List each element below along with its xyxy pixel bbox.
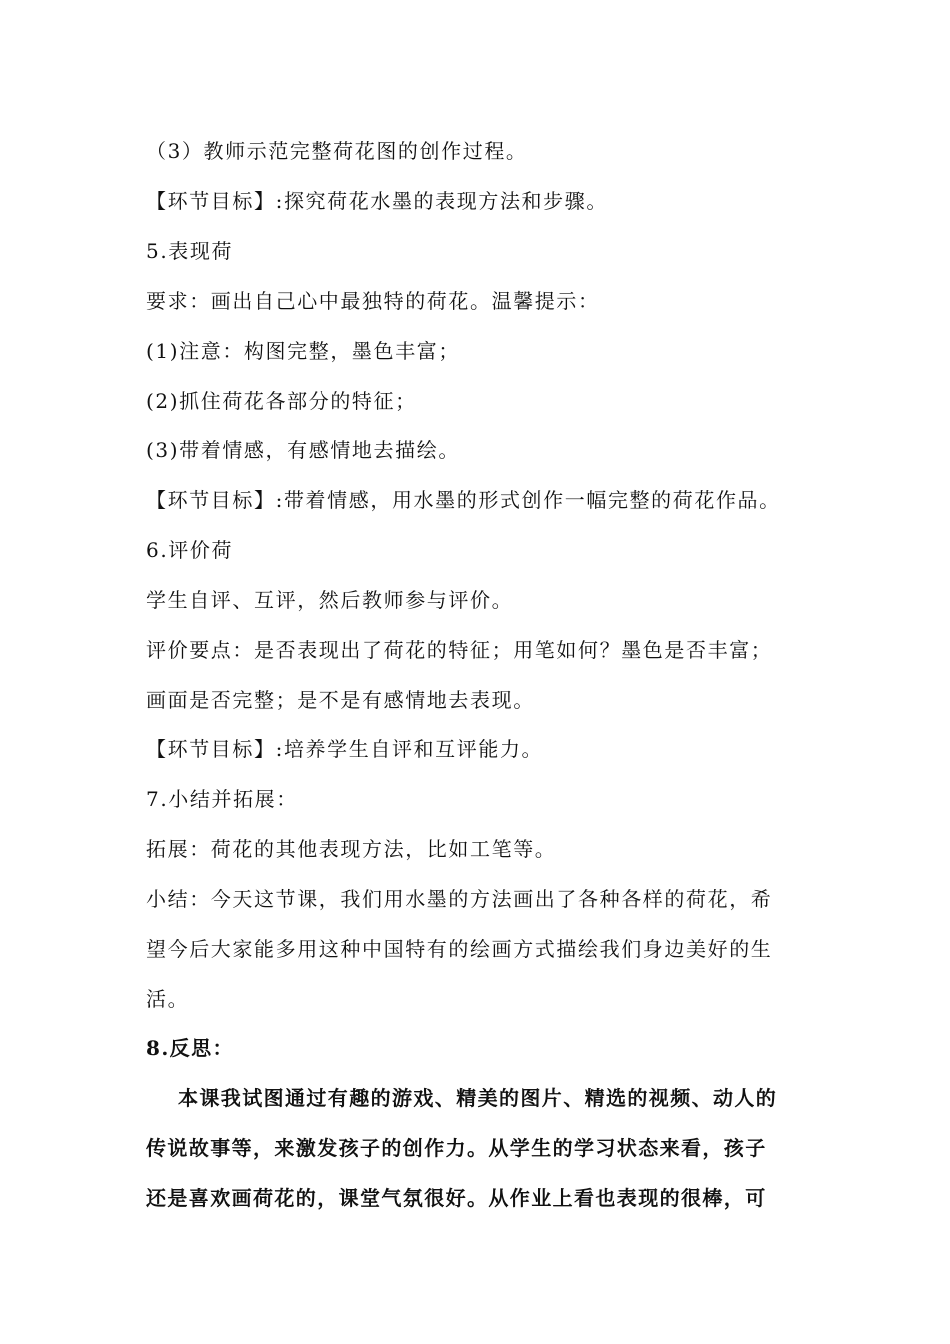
- heading-8: 8.反思：: [146, 1036, 234, 1060]
- summary-line-2: 望今后大家能多用这种中国特有的绘画方式描绘我们身边美好的生: [146, 937, 773, 961]
- reflection-line-1: 本课我试图通过有趣的游戏、精美的图片、精选的视频、动人的: [178, 1086, 778, 1110]
- reflection-line-2: 传说故事等，来激发孩子的创作力。从学生的学习状态来看，孩子: [146, 1136, 767, 1160]
- evaluation-line: 学生自评、互评，然后教师参与评价。: [146, 588, 514, 612]
- tip-3: (3)带着情感，有感情地去描绘。: [146, 438, 460, 462]
- extension-line: 拓展：荷花的其他表现方法，比如工笔等。: [146, 837, 557, 861]
- section-goal-1: 【环节目标】:探究荷花水墨的表现方法和步骤。: [146, 189, 608, 213]
- summary-line-1: 小结：今天这节课，我们用水墨的方法画出了各种各样的荷花，希: [146, 887, 773, 911]
- section-goal-3: 【环节目标】:培养学生自评和互评能力。: [146, 737, 544, 761]
- heading-7: 7.小结并拓展：: [146, 787, 298, 811]
- tip-1: (1)注意：构图完整，墨色丰富；: [146, 339, 460, 363]
- tip-2: (2)抓住荷花各部分的特征；: [146, 389, 417, 413]
- step-3-demo: （3）教师示范完整荷花图的创作过程。: [146, 139, 528, 163]
- section-goal-2: 【环节目标】:带着情感，用水墨的形式创作一幅完整的荷花作品。: [146, 488, 781, 512]
- requirement-line: 要求：画出自己心中最独特的荷花。温馨提示：: [146, 289, 600, 313]
- heading-5: 5.表现荷: [146, 239, 234, 263]
- summary-line-3: 活。: [146, 987, 190, 1011]
- evaluation-points-1: 评价要点：是否表现出了荷花的特征；用笔如何？墨色是否丰富；: [146, 638, 773, 662]
- heading-6: 6.评价荷: [146, 538, 234, 562]
- evaluation-points-2: 画面是否完整；是不是有感情地去表现。: [146, 688, 535, 712]
- reflection-line-3: 还是喜欢画荷花的，课堂气氛很好。从作业上看也表现的很棒，可: [146, 1186, 767, 1210]
